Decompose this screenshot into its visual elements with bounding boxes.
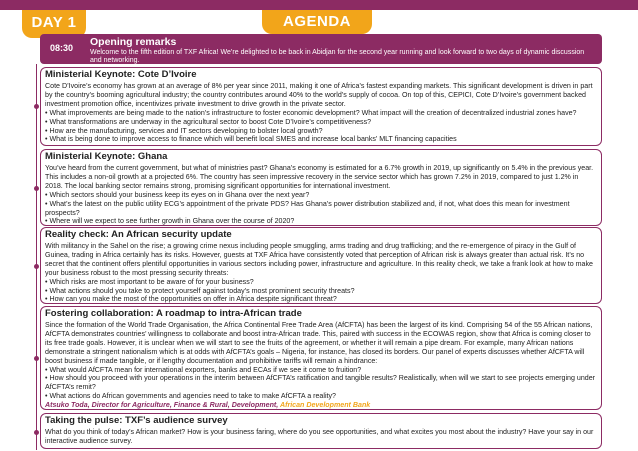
agenda-title: AGENDA — [262, 10, 372, 34]
session-bullet: • What improvements are being made to the nation’s infrastructure to foster economic development? What impact will the creation of decentralized industrial zones have? — [45, 108, 577, 117]
session-bullet: • How are the manufacturing, services and IT sectors developing to bolster local growth? — [45, 126, 323, 135]
session-bullet: • Which risks are most important to be aware of for your business? — [45, 277, 254, 286]
timeline-line — [36, 64, 37, 450]
session-box-survey — [40, 413, 602, 449]
session-bullet: • What transformations are underway in the agricultural sector to boost Cote D’Ivoire’s competitiveness? — [45, 117, 372, 126]
session-bullet: • What’s the latest on the public utility ECG’s appointment of the private PDS? Has Ghana’s power distribution stabilized and, if not, what does this mean for investment prospects? — [45, 199, 570, 217]
day-label: DAY 1 — [22, 10, 86, 38]
session-title: Ministerial Keynote: Ghana — [45, 151, 168, 162]
timeline-dot — [34, 186, 39, 191]
session-bullet: • What is being done to improve access to finance which will benefit local SMES and increase local banks’ MLT financing capacities — [45, 135, 457, 144]
opening-remarks-banner — [40, 34, 602, 64]
timeline-dot — [34, 430, 39, 435]
session-text: What do you think of today’s African market? How is your business faring, where do you see opportunities, and what excites you most about the industry? Have your say in our interactive audience survey. — [45, 428, 594, 445]
timeline-dot — [34, 104, 39, 109]
session-text: Since the formation of the World Trade Organisation, the Africa Continental Free Trade Area (AfCFTA) has been the largest of its kind. Comprising 54 of the 55 African nations, AfCFTA demonstrates countries’ willingness to collaborate and boost intra-African trade. This, paired with success in the ECOWAS region, show that Africa is coming closer to its free trade goals. However, it is unclear when we will start to see the fruits of the agreement, or whether it will remain a pipe dream. For example, many African nations demonstrate a stringent nationalism which is at odds with AfCFTA’s goals – Nigeria, for instance, has closed its borders. Our panel of experts discusses whether AfCFTA will boost business if made tangible, or if lengthy documentation and prohibitive tariffs will remain a hindrance: — [45, 321, 593, 365]
session-box-cote-divoire — [40, 67, 602, 146]
speaker-line: Atsuko Toda, Director for Agriculture, Finance & Rural, Development, African Development Bank — [45, 401, 371, 410]
session-title: Ministerial Keynote: Cote D’Ivoire — [45, 69, 197, 80]
session-title: Opening remarks — [90, 36, 177, 48]
speaker-name: Atsuko Toda — [45, 401, 88, 410]
session-title: Reality check: An African security update — [45, 229, 232, 240]
speaker-role: Director for Agriculture, Finance & Rural, Development — [91, 401, 277, 410]
session-bullet: • How can you make the most of the opportunities on offer in Africa despite significant threat? — [45, 295, 337, 304]
session-bullet: • What would AfCFTA mean for international exporters, banks and ECAs if we see it come to fruition? — [45, 365, 362, 374]
session-title: Taking the pulse: TXF’s audience survey — [45, 415, 228, 426]
session-text: You’ve heard from the current government, but what of ministries past? Ghana’s economy is estimated for a 6.7% growth in 2019, up significantly on 5.4% in the previous year. This includes a non-oil growth at a projected 6%. The country has seen impressive recovery in the service sector which has grown 7.2% in 2019, compared to just 1.2% in 2018. The local banking sector remains strong, promising significant opportunities for international investment. — [45, 164, 594, 190]
session-bullet: • How should you proceed with your operations in the interim between AfCFTA’s ratification and tangible results? Realistically, when will we start to see projects emerging under AfCFTA’s remit? — [45, 374, 596, 392]
session-description: Welcome to the fifth edition of TXF Africa! We’re delighted to be back in Abidjan for the second year running and look forward to two days of dynamic discussion and networking. — [90, 49, 585, 64]
session-box-ghana — [40, 149, 602, 226]
session-bullet: • Where will we expect to see further growth in Ghana over the course of 2020? — [45, 217, 295, 226]
session-bullet: • What actions should you take to protect yourself against today’s most prominent security threats? — [45, 286, 355, 295]
timeline-dot — [34, 356, 39, 361]
timeline-dot — [34, 264, 39, 269]
session-box-security — [40, 227, 602, 304]
top-band — [0, 0, 638, 10]
session-bullet: • Which sectors should your business keep its eyes on in Ghana over the next year? — [45, 190, 310, 199]
speaker-org: African Development Bank — [279, 401, 371, 410]
session-time: 08:30 — [50, 43, 74, 53]
session-text: With militancy in the Sahel on the rise; a growing crime nexus including people smuggling, arms trading and drug trafficking; and the re-emergence of piracy in the Gulf of Guinea, trading in Africa certainly has its risks. However, guests at TXF Africa have consistently voted that perception of African risk is always greater than actual risk. It’s no secret that the continent offers plentiful opportunities in various sectors including power, infrastructure and agriculture. In this reality check, we take a frank look at how to make your business robust to the most pressing security threats: — [45, 242, 593, 277]
session-bullet: • What actions do African governments and agencies need to take to make AfCFTA a reality? — [45, 392, 336, 401]
session-box-collaboration — [40, 306, 602, 410]
session-title: Fostering collaboration: A roadmap to intra-African trade — [45, 308, 302, 319]
session-text: Cote D’Ivoire’s economy has grown at an average of 8% per year since 2011, making it one of Africa’s fastest expanding markets. This significant development is driven in part by the country’s booming agricultural industry; the country contributes around 40% to the world’s supply of cocoa. On top of this, CEPICI, Cote D’Ivoire’s government backed investment promotion office, incentivizes private investment to drive growth in the private sector. — [45, 82, 593, 108]
